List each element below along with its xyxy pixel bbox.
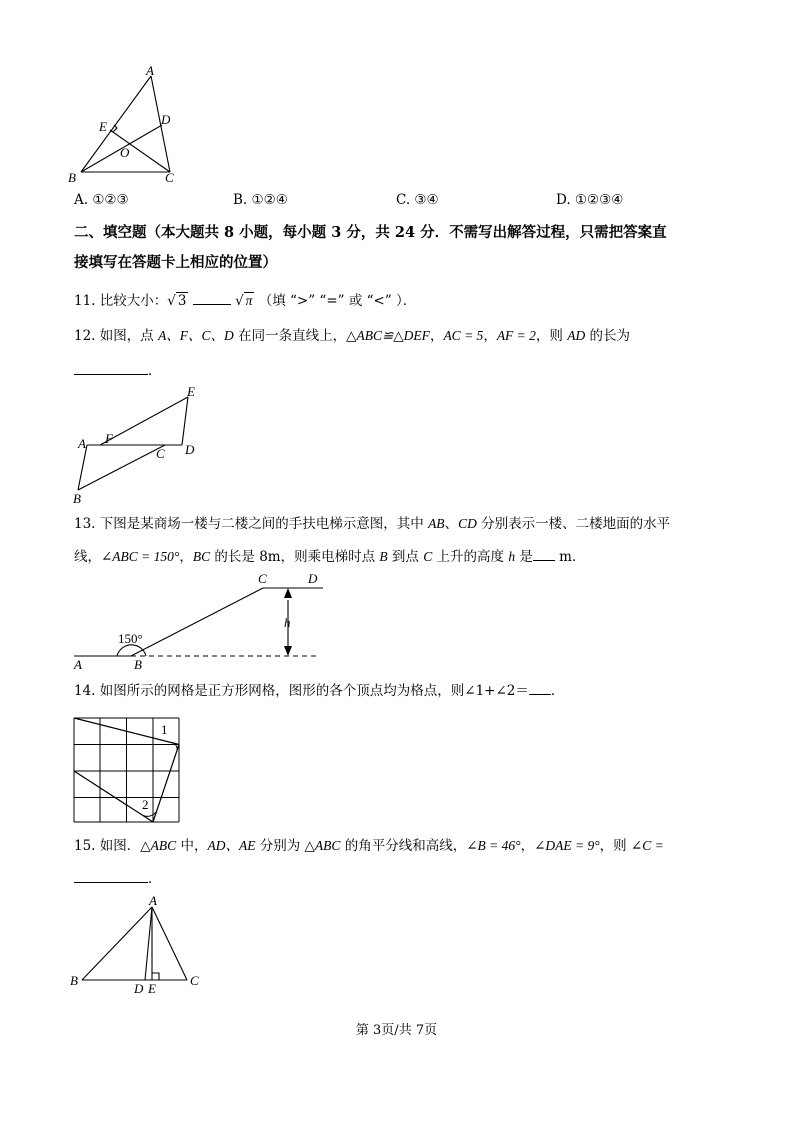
question-13-line2	[74, 546, 585, 567]
label-C: C	[258, 571, 267, 586]
q13-text-e: 的长是	[210, 549, 260, 565]
q13-text-f: ，则乘电梯时点	[280, 549, 380, 565]
label-D: D	[161, 112, 171, 127]
q13-h: h	[508, 549, 516, 564]
answer-blank-13	[533, 546, 555, 561]
sqrt-pi-radicand: π	[245, 293, 253, 308]
answer-blank-12	[74, 360, 148, 375]
sqrt-pi: √ π	[235, 293, 253, 309]
q15-text-c: 分别为	[255, 838, 305, 854]
q13-text-g: 到点	[387, 549, 424, 565]
label-C: C	[190, 973, 199, 988]
q15-triangle-2: △ABC	[304, 838, 341, 853]
q12-text-c: ，则	[535, 328, 568, 344]
q12-figure	[70, 382, 210, 507]
q12-ad: AD	[567, 328, 586, 343]
q13-ab: AB	[428, 516, 445, 531]
label-150deg: 150°	[118, 631, 143, 646]
angle-label-2: 2	[142, 797, 149, 812]
q15-text-a: 15. 如图．	[74, 838, 141, 854]
label-D: D	[185, 442, 195, 457]
q13-text-b: 分别表示一楼、二楼地面的水平	[476, 516, 671, 532]
q12-congruence: △ABC≌△DEF	[346, 328, 430, 343]
question-13-line1	[74, 514, 670, 534]
q12-text-b: 在同一条直线上，	[233, 328, 347, 344]
page-footer: 第 3页/共 7页	[355, 1023, 438, 1038]
q13-sep: 、	[444, 516, 459, 532]
q15-angle-dae: ∠DAE = 9°	[534, 838, 600, 853]
label-E: E	[99, 119, 107, 134]
q13-angle: ∠ABC = 150°	[101, 549, 180, 564]
q15-ad-ae: AD、AE	[207, 838, 256, 853]
label-B: B	[68, 170, 76, 185]
label-A: A	[149, 893, 157, 908]
option-c: C. ③④	[396, 192, 439, 208]
question-12-line1	[74, 326, 630, 346]
q13-end: m．	[554, 549, 586, 565]
q13-text-d: ，	[179, 549, 193, 565]
label-C: C	[156, 446, 165, 461]
q15-triangle-figure	[66, 892, 216, 1002]
q13-bc: BC	[192, 549, 211, 564]
label-A: A	[74, 657, 82, 672]
option-b: B. ①②④	[233, 192, 288, 208]
option-a: A. ①②③	[74, 192, 129, 208]
q14-end: ．	[550, 683, 565, 699]
q15-text-b: 中，	[176, 838, 208, 854]
q13-length: 8m	[259, 549, 281, 565]
q10-triangle-figure	[60, 62, 190, 187]
q12-points: A、F、C、D	[158, 328, 234, 343]
q14-grid-figure	[70, 714, 185, 826]
section-heading-line2: 接填写在答题卡上相应的位置）	[74, 254, 277, 271]
q13-cd: CD	[458, 516, 477, 531]
label-A: A	[146, 63, 154, 78]
label-h: h	[284, 615, 291, 630]
q13-text-i: 是	[515, 549, 533, 565]
answer-blank-11	[193, 290, 231, 305]
q11-instruction: （填 “>” “=” 或 “<” ）．	[258, 293, 417, 309]
q14-text: 14. 如图所示的网格是正方形网格，图形的各个顶点均为格点，则∠1+∠2＝	[74, 683, 529, 699]
answer-blank-15	[74, 868, 148, 883]
sqrt-3-radicand: 3	[177, 293, 187, 309]
q12-text-d: 的长为	[585, 328, 631, 344]
label-A: A	[78, 436, 86, 451]
q15-angle-c: ∠C =	[630, 838, 664, 853]
answer-blank-14	[529, 680, 551, 695]
question-12-line2	[74, 360, 162, 381]
label-B: B	[134, 657, 142, 672]
q13-c: C	[423, 549, 433, 564]
question-15-line2	[74, 868, 162, 889]
q15-sep: ，	[520, 838, 535, 854]
question-11	[74, 290, 416, 311]
q15-text-d: 的角平分线和高线，	[340, 838, 467, 854]
q13-text-a: 13. 下图是某商场一楼与二楼之间的手扶电梯示意图，其中	[74, 516, 429, 532]
q12-end: ．	[148, 363, 162, 379]
q15-angle-b: ∠B = 46°	[466, 838, 521, 853]
q12-ac: AC = 5	[443, 328, 484, 343]
q12-text-a: 12. 如图，点	[74, 328, 159, 344]
q11-prompt: 11. 比较大小：	[74, 293, 168, 309]
label-E: E	[148, 981, 156, 996]
q13-text-c: 线，	[74, 549, 101, 565]
option-d: D. ①②③④	[556, 192, 624, 208]
q15-triangle: △ABC	[140, 838, 177, 853]
sqrt-3: √ 3	[167, 293, 187, 309]
q13-b: B	[379, 549, 388, 564]
label-F: F	[105, 431, 113, 446]
q12-sep2: ，	[483, 328, 497, 344]
q12-af: AF = 2	[496, 328, 536, 343]
label-B: B	[70, 973, 78, 988]
label-C: C	[165, 170, 174, 185]
angle-label-1: 1	[161, 722, 168, 737]
label-B: B	[73, 491, 81, 506]
section-heading-line1: 二、填空题（本大题共 8 小题，每小题 3 分，共 24 分．不需写出解答过程，只需把答案直	[74, 224, 667, 241]
label-D: D	[134, 981, 144, 996]
question-15-line1	[74, 836, 664, 856]
label-D: D	[308, 571, 318, 586]
q12-sep1: ，	[429, 328, 444, 344]
q15-end: ．	[148, 871, 162, 887]
q15-text-e: ，则	[599, 838, 631, 854]
label-E: E	[187, 384, 195, 399]
question-14	[74, 680, 564, 701]
q13-text-h: 上升的高度	[432, 549, 509, 565]
label-O: O	[120, 145, 130, 160]
q13-escalator-figure	[68, 568, 338, 672]
